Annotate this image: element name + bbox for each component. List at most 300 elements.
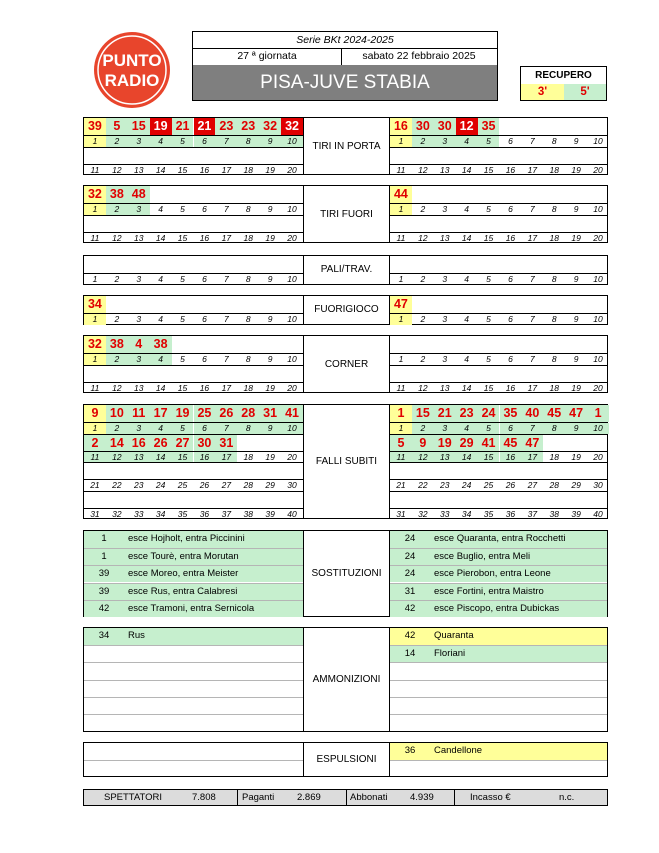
stat-value: 19 [434,435,456,451]
stat-index: 5 [180,314,185,324]
stat-value [150,492,172,508]
stat-value [434,463,456,479]
stat-index: 2 [106,354,128,365]
stat-value: 24 [478,405,500,422]
stat-value [500,256,522,273]
stat-value [587,492,609,508]
stat-value [412,148,434,164]
tiri-in-porta-label: TIRI IN PORTA [303,118,390,174]
stat-index: 6 [202,314,207,324]
stat-index: 13 [134,382,144,393]
pali-trav-home [84,256,303,284]
away-minute-row [390,203,607,215]
stat-index: 2 [420,204,426,214]
away-minute-row [390,451,607,463]
stat-index: 23 [440,480,450,490]
fuorigioco-away [390,296,607,324]
stat-value [172,366,194,382]
stat-value [259,492,281,508]
stat-value [521,148,543,164]
stat-value [587,118,609,135]
stat-index: 36 [199,508,210,519]
fuorigioco-section [83,295,608,325]
stat-value [237,186,259,203]
stat-value: 47 [521,435,543,451]
stat-index: 3 [128,136,150,147]
stat-value [259,148,281,164]
stat-value [565,435,587,451]
stat-index: 21 [90,480,100,490]
falli-subiti-label: FALLI SUBITI [303,405,390,518]
pali-trav-label: PALI/TRAV. [303,256,390,284]
falli-subiti-section [83,404,608,519]
stat-value [215,492,237,508]
stat-index: 18 [549,232,559,243]
stat-index: 20 [287,451,297,462]
stat-index: 17 [215,452,237,463]
stat-index: 18 [243,232,253,243]
stat-value [150,186,172,203]
stat-index: 7 [215,136,237,147]
espulsioni-section [83,742,608,777]
stat-value [412,216,434,232]
stat-value [172,336,194,353]
stat-value [543,216,565,232]
stat-index: 16 [505,382,516,393]
stat-value [128,492,150,508]
stat-value [565,463,587,479]
stat-index: 5 [486,354,491,364]
stat-index: 2 [412,136,434,147]
stat-value [521,296,543,313]
stat-value [259,256,281,273]
stat-value [259,336,281,353]
stat-value [281,435,303,451]
stat-index: 10 [287,204,297,214]
stat-value: 45 [543,405,565,422]
stat-value [215,296,237,313]
stat-index: 36 [505,508,516,519]
falli-subiti-home [84,405,303,518]
stat-index: 17 [527,382,538,393]
corner-label: CORNER [303,336,390,392]
away-minute-row [390,313,607,325]
stat-value: 30 [194,435,216,451]
list-item [84,697,303,714]
stat-value: 16 [390,118,412,135]
stat-index: 24 [155,480,166,490]
stat-value: 30 [434,118,456,135]
stat-index: 8 [551,274,557,284]
event-minute: 1 [101,533,107,544]
stat-index: 27 [527,480,538,490]
stat-index: 7 [223,204,229,214]
stat-index: 29 [571,480,581,490]
stat-index: 1 [84,354,106,365]
stat-index: 28 [549,480,559,490]
stat-value: 35 [500,405,522,422]
stat-value [281,148,303,164]
stat-index: 16 [194,452,216,463]
stat-value [84,463,106,479]
stat-index: 4 [150,354,172,365]
stat-index: 7 [529,354,535,364]
stat-index: 38 [549,508,559,519]
stat-value: 47 [565,405,587,422]
stat-index: 14 [461,232,472,243]
stat-index: 18 [243,451,253,462]
stat-value [543,186,565,203]
home-value-row [84,118,303,135]
home-minute-row [84,135,303,147]
event-text: esce Quaranta, entra Rocchetti [434,533,566,544]
stat-value [390,492,412,508]
stat-index: 5 [486,314,491,324]
stat-value [128,296,150,313]
stat-index: 9 [259,136,281,147]
stat-index: 9 [573,314,579,324]
event-minute: 24 [404,568,416,580]
stat-index: 21 [396,480,406,490]
stat-value [565,148,587,164]
stat-value [390,463,412,479]
stat-index: 7 [223,354,229,364]
stat-value: 26 [150,435,172,451]
stat-index: 9 [267,204,273,214]
home-value-row [84,215,303,232]
stat-index: 10 [593,204,603,214]
event-text: esce Moreo, entra Meister [128,568,239,580]
away-minute-row [390,422,607,434]
list-item [390,600,607,617]
stat-index: 22 [112,480,122,490]
stat-value: 9 [412,435,434,451]
stat-index: 19 [265,451,275,462]
pali-trav-away [390,256,607,284]
stat-value [478,463,500,479]
home-value-row [84,147,303,164]
stat-value [237,256,259,273]
stat-value: 45 [500,435,522,451]
stat-value: 11 [128,405,150,422]
stat-value [500,118,522,135]
stat-index: 20 [287,164,297,175]
stat-value [106,463,128,479]
stat-value [565,366,587,382]
stat-value [194,336,216,353]
stat-value [587,463,609,479]
stat-value [194,296,216,313]
stat-value [237,492,259,508]
stat-value [456,216,478,232]
home-minute-row [84,382,303,394]
stat-index: 25 [483,480,494,490]
corner-home [84,336,303,392]
list-item [390,680,607,697]
stat-value [106,216,128,232]
stat-value [215,256,237,273]
stat-value: 17 [150,405,172,422]
away-value-row [390,405,607,422]
stat-index: 14 [461,164,472,175]
event-minute: 14 [404,648,416,660]
event-text: esce Tramoni, entra Sernicola [128,602,255,614]
stat-index: 34 [155,508,166,519]
stat-value [172,216,194,232]
falli-subiti-away [390,405,607,518]
list-item [390,662,607,679]
stat-index: 20 [593,382,603,393]
home-value-row [84,186,303,203]
event-text: esce Buglio, entra Meli [434,551,531,563]
event-minute: 39 [98,568,110,580]
ammonizioni-label: AMMONIZIONI [303,628,390,731]
away-minute-row [390,135,607,147]
stat-index: 26 [199,480,210,490]
stat-index: 15 [177,164,188,175]
stat-value [434,216,456,232]
stat-index: 1 [398,354,404,364]
away-value-row [390,147,607,164]
stat-value: 15 [412,405,434,422]
stat-value [106,296,128,313]
stat-index: 11 [390,452,412,463]
stat-index: 19 [571,451,581,462]
espulsioni-home [84,743,303,776]
stat-value [128,216,150,232]
home-value-row [84,462,303,479]
stat-index: 17 [527,164,538,175]
stat-value: 9 [84,405,106,422]
list-item [84,565,303,582]
stat-value [194,492,216,508]
stat-index: 12 [112,232,122,243]
stat-value [172,256,194,273]
stat-value: 40 [521,405,543,422]
recupero-second-half: 5' [564,84,606,100]
stat-value [521,216,543,232]
stat-index: 8 [551,204,557,214]
stat-index: 2 [114,274,120,284]
home-minute-row [84,164,303,176]
stat-index: 2 [412,423,434,434]
stat-index: 18 [549,382,559,393]
list-item [84,548,303,565]
stat-value [84,256,106,273]
home-minute-row [84,232,303,244]
stat-value: 12 [456,118,478,135]
stat-index: 18 [243,382,253,393]
stat-index: 3 [434,423,456,434]
tiri-fuori-section [83,185,608,243]
stat-value [106,256,128,273]
list-item [390,565,607,582]
stat-value [456,148,478,164]
stat-index: 12 [112,382,122,393]
stat-value [478,366,500,382]
list-item [390,714,607,731]
stat-index: 31 [396,508,406,519]
stat-index: 3 [442,354,448,364]
stat-value [259,216,281,232]
stat-value: 26 [215,405,237,422]
list-item [390,743,607,760]
event-text: esce Tourè, entra Morutan [128,551,239,563]
away-value-row [390,365,607,382]
event-text: Quaranta [434,630,474,641]
stat-value [281,336,303,353]
stat-value [128,463,150,479]
stat-value [456,492,478,508]
away-minute-row [390,382,607,394]
stat-index: 1 [390,136,412,147]
stat-index: 8 [245,354,251,364]
stat-value [565,296,587,313]
stat-index: 7 [529,136,535,146]
stat-index: 6 [500,423,522,434]
stat-value [434,186,456,203]
stat-index: 12 [418,232,428,243]
stat-index: 2 [420,274,426,284]
event-minute: 24 [404,551,416,563]
stat-index: 10 [287,274,297,284]
stat-value: 25 [194,405,216,422]
stat-index: 25 [177,480,188,490]
stat-value [521,366,543,382]
stat-value: 1 [587,405,609,422]
stat-value [587,148,609,164]
stat-index: 19 [571,232,581,243]
stat-index: 5 [486,274,491,284]
spettatori-value: 7.808 [192,792,216,803]
stat-value [500,366,522,382]
away-minute-row [390,273,607,285]
event-text: esce Rus, entra Calabresi [128,585,238,597]
stat-index: 19 [265,232,275,243]
stat-index: 7 [223,314,229,324]
stat-value [150,148,172,164]
stat-value: 32 [84,336,106,353]
stat-index: 2 [420,314,426,324]
stat-value [150,256,172,273]
stat-value [478,256,500,273]
stat-value [434,366,456,382]
stat-value [194,366,216,382]
stat-index: 14 [150,452,172,463]
home-value-row [84,434,303,451]
stat-value: 2 [84,435,106,451]
stat-value: 38 [106,186,128,203]
stat-value [150,296,172,313]
stat-index: 12 [112,164,122,175]
stat-index: 13 [434,452,456,463]
stat-value: 30 [412,118,434,135]
tiri-in-porta-section [83,117,608,175]
stat-value [237,296,259,313]
event-minute: 42 [404,630,416,641]
stat-index: 8 [551,136,557,146]
stat-value [456,336,478,353]
stat-value [478,148,500,164]
stat-value [543,118,565,135]
stat-index: 10 [287,354,297,364]
list-item [84,628,303,645]
away-value-row [390,491,607,508]
list-item [84,531,303,548]
stat-index: 39 [265,508,275,519]
list-item [84,645,303,662]
stat-index: 8 [237,423,259,434]
stat-value [215,148,237,164]
stat-index: 15 [478,452,500,463]
stat-value: 15 [128,118,150,135]
espulsioni-away [390,743,607,776]
stat-value [587,186,609,203]
home-value-row [84,491,303,508]
stat-index: 12 [106,452,128,463]
stat-value [150,463,172,479]
stat-value [456,186,478,203]
stat-index: 11 [90,382,100,393]
stat-value [434,492,456,508]
stat-index: 35 [483,508,494,519]
stat-value [456,463,478,479]
event-text: Rus [128,630,145,641]
home-value-row [84,256,303,273]
list-item [84,760,303,777]
stat-value [412,366,434,382]
stat-value [194,186,216,203]
stat-value [84,366,106,382]
stat-value: 29 [456,435,478,451]
home-minute-row [84,508,303,520]
stat-value [412,492,434,508]
stat-value [172,148,194,164]
sostituzioni-home [84,531,303,616]
stat-value [565,216,587,232]
stat-value: 34 [84,296,106,313]
away-value-row [390,296,607,313]
stat-index: 14 [155,164,166,175]
stat-index: 2 [106,136,128,147]
stat-index: 5 [478,136,500,147]
stat-index: 8 [245,274,251,284]
stat-value [565,256,587,273]
stat-value [259,296,281,313]
stat-index: 1 [390,204,412,215]
fuorigioco-home [84,296,303,324]
away-value-row [390,118,607,135]
list-item [84,680,303,697]
stat-index: 3 [128,423,150,434]
stat-value [587,256,609,273]
stat-value: 32 [281,118,303,135]
stat-index: 11 [90,164,100,175]
event-minute: 34 [98,630,110,641]
stat-value [150,366,172,382]
home-value-row [84,296,303,313]
stat-index: 9 [267,314,273,324]
stat-value: 41 [478,435,500,451]
logo-line2: RADIO [104,71,160,90]
paganti-value: 2.869 [297,792,321,803]
stat-index: 8 [237,136,259,147]
stat-value: 19 [150,118,172,135]
stat-index: 18 [549,451,559,462]
list-item [390,548,607,565]
stat-value: 21 [434,405,456,422]
stat-index: 12 [412,452,434,463]
